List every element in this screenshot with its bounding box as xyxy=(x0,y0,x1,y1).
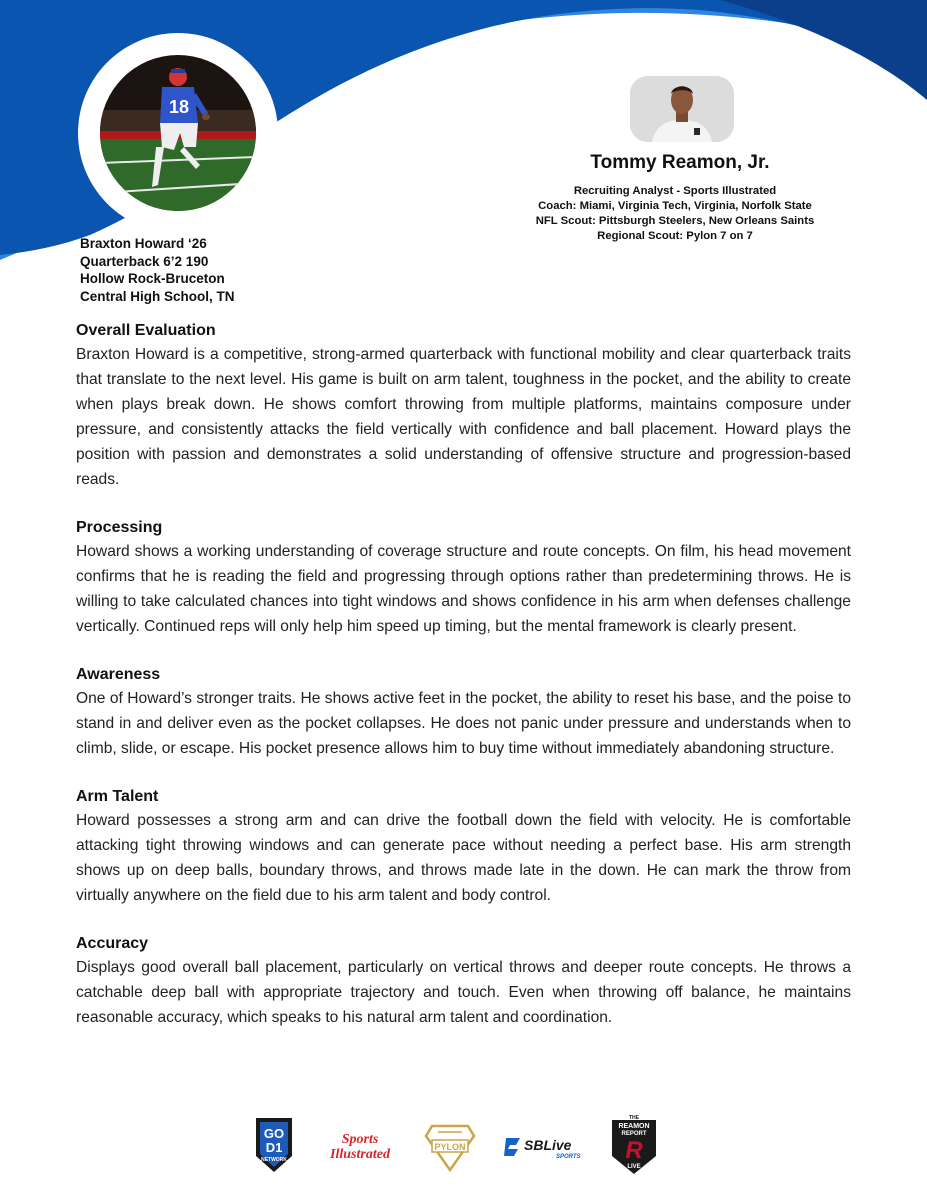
sblive-text: SBLive xyxy=(524,1137,572,1153)
analyst-logo-patch xyxy=(694,128,700,135)
credential-nfl-scout: NFL Scout: Pittsburgh Steelers, New Orleans Saints xyxy=(535,215,815,227)
partner-logos xyxy=(250,1112,660,1178)
godi-line3: NETWORK xyxy=(261,1157,287,1163)
pylon-text: PYLON xyxy=(434,1142,466,1152)
section-arm-talent xyxy=(76,786,851,908)
analyst-credentials xyxy=(510,184,840,244)
sblive-sub: SPORTS xyxy=(556,1154,581,1160)
reamon-bottom: LIVE xyxy=(627,1164,641,1170)
section-title: Overall Evaluation xyxy=(76,322,216,339)
sports-illustrated-logo xyxy=(322,1128,398,1164)
analyst-name: Tommy Reamon, Jr. xyxy=(590,152,770,173)
godi-line2: D1 xyxy=(265,1140,283,1155)
section-body: Displays good overall ball placement, particularly on vertical throws and deeper route concepts. He throws a catchable deep ball with appropriate trajectory and touch. Even when throwing off balance, he maintains reasonable accuracy, which speaks to his natural arm talent and coordination. xyxy=(76,959,851,1026)
si-line2: Illustrated xyxy=(330,1147,390,1162)
section-title: Awareness xyxy=(76,666,161,683)
credential-coach: Coach: Miami, Virginia Tech, Virginia, Norfolk State xyxy=(538,200,812,212)
section-body: Howard shows a working understanding of coverage structure and route concepts. On film, his head movement confirms that he is reading the field and progressing through options rather than predetermining throws. He is willing to take calculated chances into tight windows and shows confidence in his arm when defenses challenge vertically. Continued reps will only help him speed up timing, but the mental framework is clearly present. xyxy=(76,543,851,635)
section-accuracy xyxy=(76,933,851,1030)
jersey-number: 18 xyxy=(168,97,190,117)
player-photo xyxy=(100,55,256,211)
credential-regional-scout: Regional Scout: Pylon 7 on 7 xyxy=(597,230,753,242)
section-body: Braxton Howard is a competitive, strong-armed quarterback with functional mobility and clear quarterback traits that translate to the next level. His game is built on arm talent, toughness in the pocket, and the ability to create when plays break down. He shows comfort throwing from multiple platforms, maintains composure under pressure, and consistently attacks the field vertically with confidence and ball placement. Howard plays the position with passion and demonstrates a solid understanding of offensive structure and progression-based reads. xyxy=(76,346,851,488)
section-overall-evaluation xyxy=(76,320,851,492)
section-title: Processing xyxy=(76,519,163,536)
section-processing xyxy=(76,517,851,639)
player-info xyxy=(80,235,235,305)
scouting-report xyxy=(76,320,851,1055)
pylon-logo xyxy=(422,1118,478,1174)
analyst-photo xyxy=(630,76,734,142)
godi-line1: GO xyxy=(263,1126,285,1141)
reamon-top: THE xyxy=(629,1115,639,1121)
player-name: Braxton Howard ‘26 xyxy=(80,236,207,251)
reamon-report-live-logo xyxy=(608,1114,660,1176)
reamon-letter: R xyxy=(625,1137,643,1164)
player-position: Quarterback 6’2 190 xyxy=(80,253,209,269)
go-d1-network-logo xyxy=(252,1116,296,1174)
player-school: Hollow Rock-Bruceton xyxy=(80,271,225,287)
section-body: One of Howard’s stronger traits. He shows active feet in the pocket, the ability to reset his base, and the poise to stand in and deliver even as the pocket collapses. He does not panic under pressure and understands when to climb, slide, or escape. His pocket presence allows him to buy time without immediately abandoning structure. xyxy=(76,690,851,757)
section-title: Arm Talent xyxy=(76,788,159,805)
section-awareness xyxy=(76,664,851,761)
reamon-line1: REAMON xyxy=(618,1123,650,1130)
reamon-line2: REPORT xyxy=(621,1131,647,1137)
section-body: Howard possesses a strong arm and can drive the football down the field with velocity. He is comfortable attacking tight throwing windows and can generate pace without needing a perfect base. His arm strength shows up on deep balls, boundary throws, and throws made late in the down. He can mark the throw from virtually anywhere on the field due to his arm talent and body control. xyxy=(76,812,851,904)
sblive-sports-logo xyxy=(504,1134,586,1160)
player-school-location: Central High School, TN xyxy=(80,288,235,304)
credential-role: Recruiting Analyst - Sports Illustrated xyxy=(573,185,777,197)
section-title: Accuracy xyxy=(76,935,149,952)
si-line1: Sports xyxy=(341,1132,379,1147)
